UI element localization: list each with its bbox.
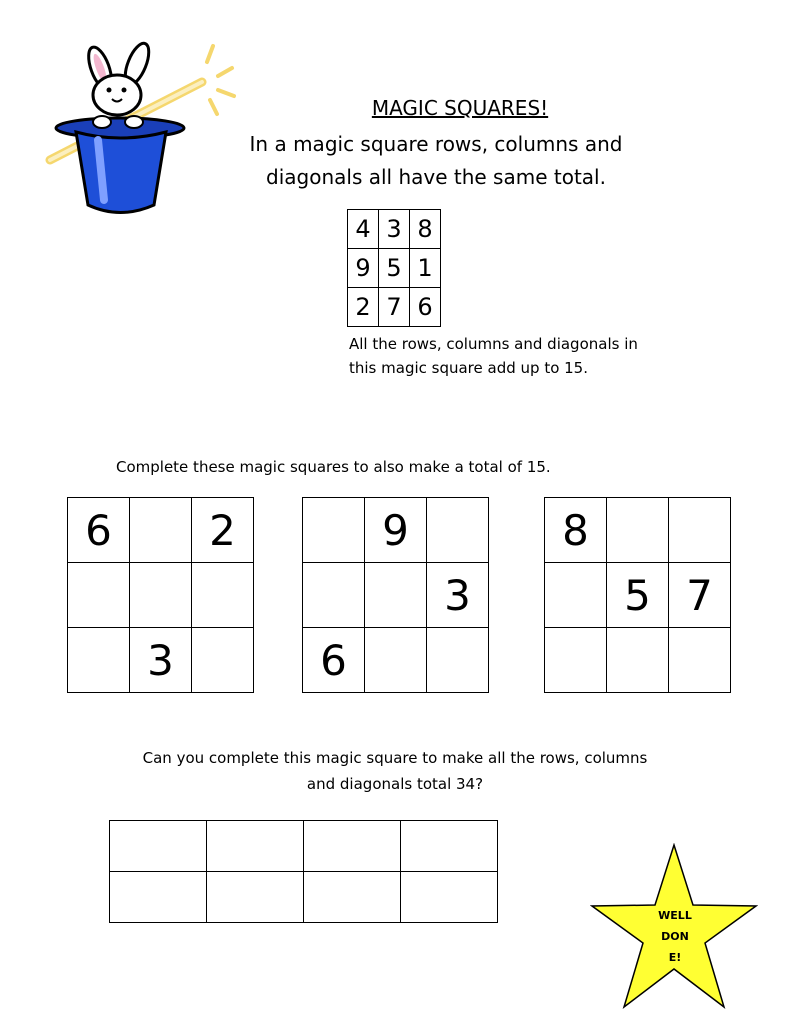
square-cell[interactable]: 6 bbox=[303, 628, 365, 693]
square-cell[interactable] bbox=[401, 872, 498, 923]
badge-line-3: E! bbox=[668, 951, 682, 964]
example-note bbox=[349, 332, 689, 380]
square-cell[interactable] bbox=[110, 872, 207, 923]
square-cell[interactable]: 3 bbox=[130, 628, 192, 693]
instruction-line-2: and diagonals total 34? bbox=[306, 775, 484, 793]
square-cell[interactable] bbox=[401, 821, 498, 872]
square-cell[interactable] bbox=[207, 872, 304, 923]
example-cell: 7 bbox=[379, 288, 410, 327]
square-cell[interactable] bbox=[669, 628, 731, 693]
rabbit-in-magic-hat-icon bbox=[42, 40, 237, 220]
page-title: MAGIC SQUARES! bbox=[371, 96, 549, 120]
square-cell[interactable] bbox=[130, 498, 192, 563]
square-cell[interactable] bbox=[207, 821, 304, 872]
square-cell[interactable]: 9 bbox=[365, 498, 427, 563]
square-cell[interactable]: 5 bbox=[607, 563, 669, 628]
magic-square-1 bbox=[67, 497, 254, 693]
note-line-2: this magic square add up to 15. bbox=[349, 359, 588, 377]
example-magic-square bbox=[347, 209, 441, 327]
intro-line-1: In a magic square rows, columns and bbox=[249, 132, 623, 156]
square-cell[interactable] bbox=[130, 563, 192, 628]
example-cell: 4 bbox=[348, 210, 379, 249]
well-done-badge-text bbox=[640, 905, 710, 968]
magic-square-34 bbox=[109, 820, 498, 923]
square-cell[interactable] bbox=[545, 628, 607, 693]
example-cell: 3 bbox=[379, 210, 410, 249]
square-cell[interactable] bbox=[365, 628, 427, 693]
note-line-1: All the rows, columns and diagonals in bbox=[349, 335, 638, 353]
square-cell[interactable] bbox=[303, 563, 365, 628]
square-cell[interactable] bbox=[427, 498, 489, 563]
square-cell[interactable]: 6 bbox=[68, 498, 130, 563]
exercise-1-instruction: Complete these magic squares to also make a total of 15. bbox=[116, 458, 551, 476]
square-cell[interactable] bbox=[607, 498, 669, 563]
instruction-line-1: Can you complete this magic square to make all the rows, columns bbox=[142, 749, 648, 767]
square-cell[interactable] bbox=[192, 563, 254, 628]
square-cell[interactable] bbox=[68, 563, 130, 628]
square-cell[interactable] bbox=[365, 563, 427, 628]
square-cell[interactable] bbox=[304, 821, 401, 872]
square-cell[interactable]: 8 bbox=[545, 498, 607, 563]
intro-text bbox=[226, 128, 646, 194]
example-cell: 8 bbox=[410, 210, 441, 249]
square-cell[interactable]: 3 bbox=[427, 563, 489, 628]
square-cell[interactable] bbox=[303, 498, 365, 563]
square-cell[interactable] bbox=[427, 628, 489, 693]
magic-square-3 bbox=[544, 497, 731, 693]
badge-line-2: DON bbox=[661, 930, 689, 943]
square-cell[interactable] bbox=[110, 821, 207, 872]
square-cell[interactable] bbox=[304, 872, 401, 923]
example-cell: 9 bbox=[348, 249, 379, 288]
square-cell[interactable] bbox=[68, 628, 130, 693]
square-cell[interactable]: 2 bbox=[192, 498, 254, 563]
square-cell[interactable] bbox=[607, 628, 669, 693]
example-cell: 5 bbox=[379, 249, 410, 288]
example-cell: 1 bbox=[410, 249, 441, 288]
intro-line-2: diagonals all have the same total. bbox=[266, 165, 606, 189]
square-cell[interactable] bbox=[192, 628, 254, 693]
square-cell[interactable]: 7 bbox=[669, 563, 731, 628]
example-cell: 2 bbox=[348, 288, 379, 327]
badge-line-1: WELL bbox=[658, 909, 692, 922]
magic-square-2 bbox=[302, 497, 489, 693]
example-cell: 6 bbox=[410, 288, 441, 327]
square-cell[interactable] bbox=[669, 498, 731, 563]
exercise-2-instruction bbox=[110, 745, 680, 797]
square-cell[interactable] bbox=[545, 563, 607, 628]
